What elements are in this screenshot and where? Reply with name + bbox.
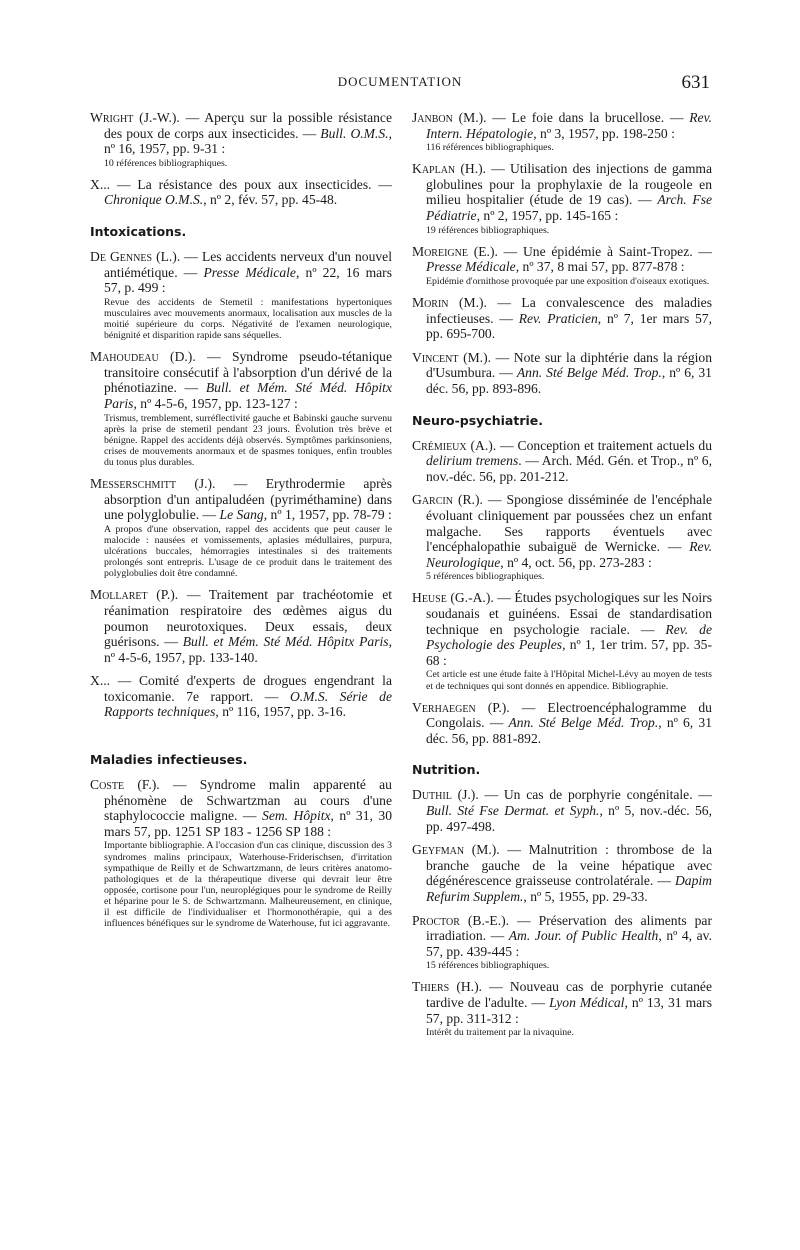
entry-journal: Dapim Refurim Supplem.	[426, 873, 712, 904]
entry-citation: , nº 2, fév. 57, pp. 45-48.	[203, 192, 338, 208]
entry-journal: Chronique O.M.S.	[104, 192, 204, 208]
section-heading: Nutrition.	[412, 762, 481, 778]
entry-journal: Rev. Intern. Hépatologie	[426, 110, 712, 141]
entry-journal: Presse Médicale	[203, 264, 296, 280]
entry-title: — Utilisation des injections de gamma globulines pour la prophylaxie de la rougeole en milieu hospitalier (étude de 19 cas). —	[426, 161, 712, 208]
section-heading: Maladies infectieuses.	[90, 752, 248, 768]
entry-note: A propos d'une observation, rappel des accidents que peut causer le malocide : nausées et vomissements, aplasies médullaires, purpura, ulcérations buccales, hémorragies intestinales si des traitements prolongés sont entrepris. L'usage de ce produit dans le traitement des polyglobulies doit être condamné.	[104, 523, 392, 580]
entry-note: Importante bibliographie. A l'occasion d'un cas clinique, discussion des 3 syndromes malins principaux, Waterhouse-Friderischsen, d'irritation sympathique de Reilly et de Schwartzmann, de leurs critères anatomo-pathologiques et de la thérapeutique diverse qui devrait leur être opposée, cortisone pour l'un, neuroplégiques pour le syndrome de Reilly et héparine pour le S. de Schwartzmann. Malheureusement, en clinique, il est difficile de l'individualiser et l'hormonothérapie, qui a des influences bénéfiques sur le syndrome de Waterhouse, fut ici aggravante.	[104, 840, 392, 930]
entry-author: Vincent (M.).	[412, 349, 492, 365]
entry-journal: Rev. Neurologique	[426, 539, 712, 570]
bibliography-entry	[412, 492, 712, 582]
entry-citation: , nº 5, 1955, pp. 29-33.	[523, 888, 648, 904]
reference-text	[412, 590, 712, 668]
entry-title: — Un cas de porphyrie congénitale. —	[478, 787, 712, 803]
entry-title: — Les accidents nerveux d'un nouvel antiémétique. —	[104, 249, 392, 280]
entry-citation: , nº 3, 1957, pp. 198-250 :	[533, 125, 675, 141]
entry-journal: Bull. et Mém. Sté Méd. Hôpitx Paris	[104, 380, 392, 411]
entry-citation: , nº 6, 31 déc. 56, pp. 881-892.	[426, 715, 712, 746]
entry-journal: Sem. Hôpitx	[262, 808, 331, 824]
entry-journal: Rev. Praticien	[518, 310, 598, 326]
entry-citation: , nº 2, 1957, pp. 145-165 :	[476, 208, 619, 224]
reference-text	[412, 244, 712, 275]
entry-author: X...	[90, 176, 111, 192]
entry-journal: Bull. et Mém. Sté Méd. Hôpitx Paris	[182, 634, 389, 650]
entry-citation: , nº 4-5-6, 1957, pp. 133-140.	[104, 634, 392, 665]
bibliography-entry	[412, 700, 712, 747]
reference-text	[90, 177, 392, 208]
entry-author: Duthil (J.).	[412, 787, 479, 803]
entry-journal: Bull. Sté Fse Dermat. et Syph.	[426, 802, 600, 818]
entry-journal: Presse Médicale	[426, 259, 516, 275]
bibliography-entry	[412, 438, 712, 485]
section-heading: Intoxications.	[90, 224, 187, 240]
entry-citation: , nº 31, 30 mars 57, pp. 1251 SP 183 - 1256 SP 188 :	[104, 808, 392, 839]
entry-note: 5 références bibliographiques.	[426, 571, 545, 583]
entry-citation: , nº 1, 1er trim. 57, pp. 35-68 :	[426, 637, 712, 668]
entry-note: 19 références bibliographiques.	[426, 224, 550, 236]
entry-title: — Syndrome malin apparenté au phénomène de Schwartzman au cours d'une staphylococcie maligne. —	[104, 777, 392, 824]
reference-text	[412, 492, 712, 570]
entry-author: Wright (J.-W.).	[90, 110, 180, 125]
entry-citation: , nº 4, oct. 56, pp. 273-283 :	[500, 554, 652, 570]
reference-text	[412, 787, 712, 834]
bibliography-entry	[412, 161, 712, 235]
bibliography-entry	[90, 110, 392, 169]
entry-title: — Aperçu sur la possible résistance des poux de corps aux insecticides. —	[104, 110, 392, 141]
bibliography-entry	[90, 673, 392, 720]
entry-citation: , nº 5, nov.-déc. 56, pp. 497-498.	[426, 802, 712, 834]
reference-text	[412, 913, 712, 960]
entry-author: X...	[90, 673, 111, 689]
entry-author: Coste (F.).	[90, 777, 160, 793]
entry-title: — Conception et traitement actuels du	[496, 437, 712, 453]
entry-note: 15 références bibliographiques.	[426, 960, 550, 972]
entry-note: Revue des accidents de Stemetil : manifestations hypertoniques musculaires avec mouvements anormaux, localisation aux muscles de la moitié supérieure du corps. Négativité de l'examen neurologique, bénignité et disparition rapide sans séquelles.	[104, 296, 392, 342]
entry-note: Cet article est une étude faite à l'Hôpital Michel-Lévy au moyen de tests et de techniques qui sont donnés en appendice. Bibliographie.	[426, 669, 712, 692]
entry-author: Morin (M.).	[412, 295, 487, 311]
bibliography-entry	[90, 349, 392, 468]
right-column	[412, 110, 712, 1046]
entry-title: — Malnutrition : thrombose de la branche gauche de la veine hépatique avec dégénérescence graisseuse controlatérale. —	[426, 842, 712, 889]
reference-text	[412, 161, 712, 223]
entry-author: Garcin (R.).	[412, 492, 483, 508]
reference-text	[90, 249, 392, 296]
entry-note: 10 références bibliographiques.	[104, 157, 228, 169]
entry-title: — Erythrodermie après absorption d'un antipaludéen (pyriméthamine) dans une polyglobulie. —	[104, 476, 392, 523]
reference-text	[412, 700, 712, 747]
entry-citation: , nº 37, 8 mai 57, pp. 877-878 :	[515, 259, 685, 275]
reference-text	[90, 476, 392, 523]
bibliography-entry	[412, 913, 712, 972]
bibliography-entry	[412, 979, 712, 1038]
entry-note: Epidémie d'ornithose provoquée par une exposition d'oiseaux exotiques.	[426, 275, 710, 287]
entry-citation: , nº 6, 31 déc. 56, pp. 893-896.	[426, 365, 712, 396]
entry-title: — Traitement par trachéotomie et réanimation respiratoire des œdèmes aigus du poumon neurotoxiques. Deux essais, deux guérisons. —	[104, 587, 393, 650]
entry-journal: Lyon Médical	[549, 995, 625, 1010]
reference-text	[90, 673, 392, 720]
bibliography-entry	[412, 350, 712, 397]
entry-journal: delirium tremens	[426, 453, 519, 469]
bibliography-entry	[90, 249, 392, 341]
entry-author: Mahoudeau (D.).	[90, 349, 196, 365]
entry-title: — Syndrome pseudo-tétanique transitoire consécutif à l'absorption d'un dérivé de la phénotiazine. —	[104, 349, 392, 396]
entry-author: Thiers (H.).	[412, 979, 482, 995]
entry-note: Intérêt du traitement par la nivaquine.	[426, 1027, 574, 1039]
entry-author: Janbon (M.).	[412, 110, 487, 125]
entry-title: — Comité d'experts de drogues engendrant la toxicomanie. 7e rapport. —	[104, 673, 392, 704]
entry-title: — Spongiose disséminée de l'encéphale évoluant cliniquement par poussées chez un enfant malgache. Ses rapports éventuels avec l'encéphalopathie subaiguë de Wernicke. —	[426, 492, 712, 555]
entry-author: Crémieux (A.).	[412, 437, 497, 453]
entry-citation: , nº 1, 1957, pp. 78-79 :	[263, 507, 392, 523]
entry-journal: Arch. Fse Pédiatrie	[426, 192, 713, 224]
entry-journal: Am. Jour. of Public Health	[508, 928, 659, 944]
reference-text	[412, 979, 712, 1026]
entry-citation: , nº 13, 31 mars 57, pp. 311-312 :	[426, 995, 712, 1026]
entry-author: Mollaret (P.).	[90, 587, 179, 603]
left-column	[90, 110, 392, 937]
page-header	[90, 72, 710, 94]
entry-journal: Ann. Sté Belge Méd. Trop.	[508, 715, 659, 731]
bibliography-entry	[412, 110, 712, 153]
bibliography-entry	[412, 244, 712, 287]
section-heading: Neuro-psychiatrie.	[412, 412, 543, 428]
entry-citation: , nº 7, 1er mars 57, pp. 695-700.	[426, 310, 712, 342]
bibliography-entry	[412, 590, 712, 691]
bibliography-entry	[90, 587, 392, 665]
reference-text	[412, 295, 712, 342]
entry-title: — La résistance des poux aux insecticides. —	[110, 176, 392, 192]
bibliography-entry	[412, 842, 712, 904]
reference-text	[90, 349, 392, 411]
entry-author: Heuse (G.-A.).	[412, 590, 494, 606]
entry-title: — Le foie dans la brucellose. —	[486, 110, 690, 125]
reference-text	[90, 777, 392, 839]
bibliography-entry	[90, 177, 392, 208]
entry-journal: Ann. Sté Belge Méd. Trop.	[516, 365, 662, 381]
entry-author: Kaplan (H.).	[412, 161, 487, 177]
reference-text	[90, 110, 392, 157]
entry-title: — La convalescence des maladies infectieuses. —	[426, 295, 712, 326]
reference-text	[412, 350, 712, 397]
entry-journal: Rev. de Psychologie des Peuples	[426, 621, 712, 653]
bibliography-entry	[412, 295, 712, 342]
entry-title: — Electroencéphalogramme du Congolais. —	[426, 699, 712, 731]
entry-title: — Nouveau cas de porphyrie cutanée tardive de l'adulte. —	[426, 979, 712, 1010]
entry-citation: . — Arch. Méd. Gén. et Trop., nº 6, nov.-déc. 56, pp. 201-212.	[426, 453, 712, 484]
bibliography-entry	[90, 476, 392, 579]
entry-title: — Une épidémie à Saint-Tropez. —	[497, 243, 712, 259]
entry-author: Geyfman (M.).	[412, 842, 500, 858]
entry-author: Proctor (B.-E.).	[412, 912, 510, 928]
entry-author: Messerschmitt (J.).	[90, 476, 216, 492]
entry-title: — Note sur la diphtérie dans la région d'Usumbura. —	[426, 349, 712, 381]
entry-citation: , nº 116, 1957, pp. 3-16.	[215, 704, 346, 720]
bibliography-entry	[412, 787, 712, 834]
entry-title: — Préservation des aliments par irradiation. —	[426, 912, 712, 944]
entry-title: — Études psychologiques sur les Noirs soudanais et guinéens. Essai de standardisation technique en psychologie raciale. —	[426, 590, 712, 637]
bibliography-entry	[90, 777, 392, 929]
entry-author: Verhaegen (P.).	[412, 699, 510, 715]
entry-journal: Bull. O.M.S.	[320, 125, 389, 141]
entry-journal: Le Sang	[219, 507, 264, 523]
entry-note: 116 références bibliographiques.	[426, 142, 554, 154]
reference-text	[412, 842, 712, 904]
reference-text	[90, 587, 392, 665]
entry-author: De Gennes (L.).	[90, 249, 181, 265]
entry-note: Trismus, tremblement, surréflectivité gauche et Babinski gauche survenu après la prise de stemetil pendant 23 jours. Évolution très brève et bénigne. Rappel des accidents déjà observés. Symptômes parkinsoniens, crises de mouvements anormaux et de spasmes toniques, enfin troubles du tonus plus durables.	[104, 412, 392, 468]
entry-journal: O.M.S. Série de Rapports techniques	[104, 688, 392, 720]
entry-citation: , nº 4, av. 57, pp. 439-445 :	[426, 928, 712, 959]
reference-text	[412, 110, 712, 141]
running-title: DOCUMENTATION	[337, 74, 463, 89]
entry-citation: , nº 16, 1957, pp. 9-31 :	[104, 125, 392, 157]
reference-text	[412, 438, 712, 485]
page-number: 631	[681, 72, 710, 93]
entry-author: Moreigne (E.).	[412, 243, 498, 259]
entry-citation: , nº 22, 16 mars 57, p. 499 :	[104, 264, 392, 296]
entry-citation: , nº 4-5-6, 1957, pp. 123-127 :	[133, 396, 298, 411]
